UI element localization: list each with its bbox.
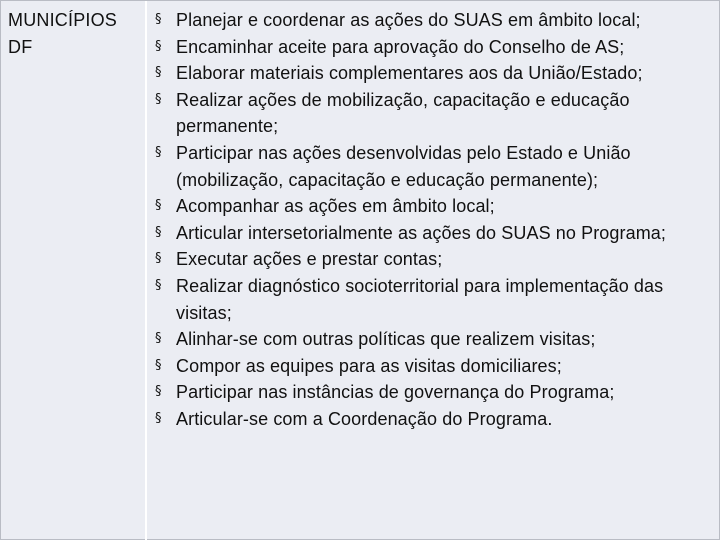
- list-item-text: Planejar e coordenar as ações do SUAS em âmbito local;: [176, 10, 641, 30]
- list-item: [153, 87, 713, 140]
- responsibilities-cell: [153, 7, 713, 433]
- list-item: [153, 60, 713, 87]
- entity-cell: [8, 7, 140, 61]
- bullet-icon: §: [155, 384, 162, 400]
- entity-label-line1: MUNICÍPIOS: [8, 10, 118, 30]
- list-item: [153, 193, 713, 220]
- bullet-icon: §: [155, 224, 162, 240]
- bullet-icon: §: [155, 357, 162, 373]
- list-item-text: Realizar diagnóstico socioterritorial para implementação das visitas;: [176, 275, 664, 323]
- bullet-icon: §: [155, 38, 162, 54]
- list-item-text: Compor as equipes para as visitas domiciliares;: [176, 355, 562, 376]
- bullet-icon: §: [155, 12, 162, 27]
- list-item: [153, 353, 713, 380]
- entity-label-line2: DF: [8, 37, 33, 57]
- list-item-text: Realizar ações de mobilização, capacitação e educação permanente;: [176, 89, 630, 137]
- list-item: [153, 220, 713, 247]
- list-item-text: Participar nas instâncias de governança do Programa;: [176, 382, 615, 403]
- list-item-text: Alinhar-se com outras políticas que realizem visitas;: [176, 329, 596, 350]
- list-item-text: Elaborar materiais complementares aos da União/Estado;: [176, 63, 643, 84]
- bullet-icon: §: [155, 277, 162, 293]
- list-item-text: Executar ações e prestar contas;: [176, 249, 443, 270]
- list-item: [153, 246, 713, 273]
- bullet-icon: §: [155, 251, 162, 267]
- list-item-text: Participar nas ações desenvolvidas pelo Estado e União (mobilização, capacitação e educação permanente);: [176, 142, 631, 190]
- list-item: [153, 34, 713, 61]
- bullet-icon: §: [155, 144, 162, 160]
- list-item-text: Articular intersetorialmente as ações do SUAS no Programa;: [176, 222, 667, 243]
- list-item-text: Articular-se com a Coordenação do Programa.: [176, 408, 553, 429]
- list-item-text: Acompanhar as ações em âmbito local;: [176, 196, 495, 217]
- list-item: [153, 140, 713, 193]
- column-divider: [145, 1, 147, 540]
- list-item: [153, 406, 713, 433]
- bullet-icon: §: [155, 91, 162, 107]
- bullet-icon: §: [155, 331, 162, 347]
- bullet-icon: §: [155, 198, 162, 214]
- list-item: [153, 326, 713, 353]
- list-item-text: Encaminhar aceite para aprovação do Conselho de AS;: [176, 36, 625, 57]
- list-item: [153, 273, 713, 326]
- responsibilities-list: [153, 7, 713, 433]
- bullet-icon: §: [155, 65, 162, 81]
- list-item: [153, 7, 713, 34]
- bullet-icon: §: [155, 410, 162, 426]
- list-item: [153, 379, 713, 406]
